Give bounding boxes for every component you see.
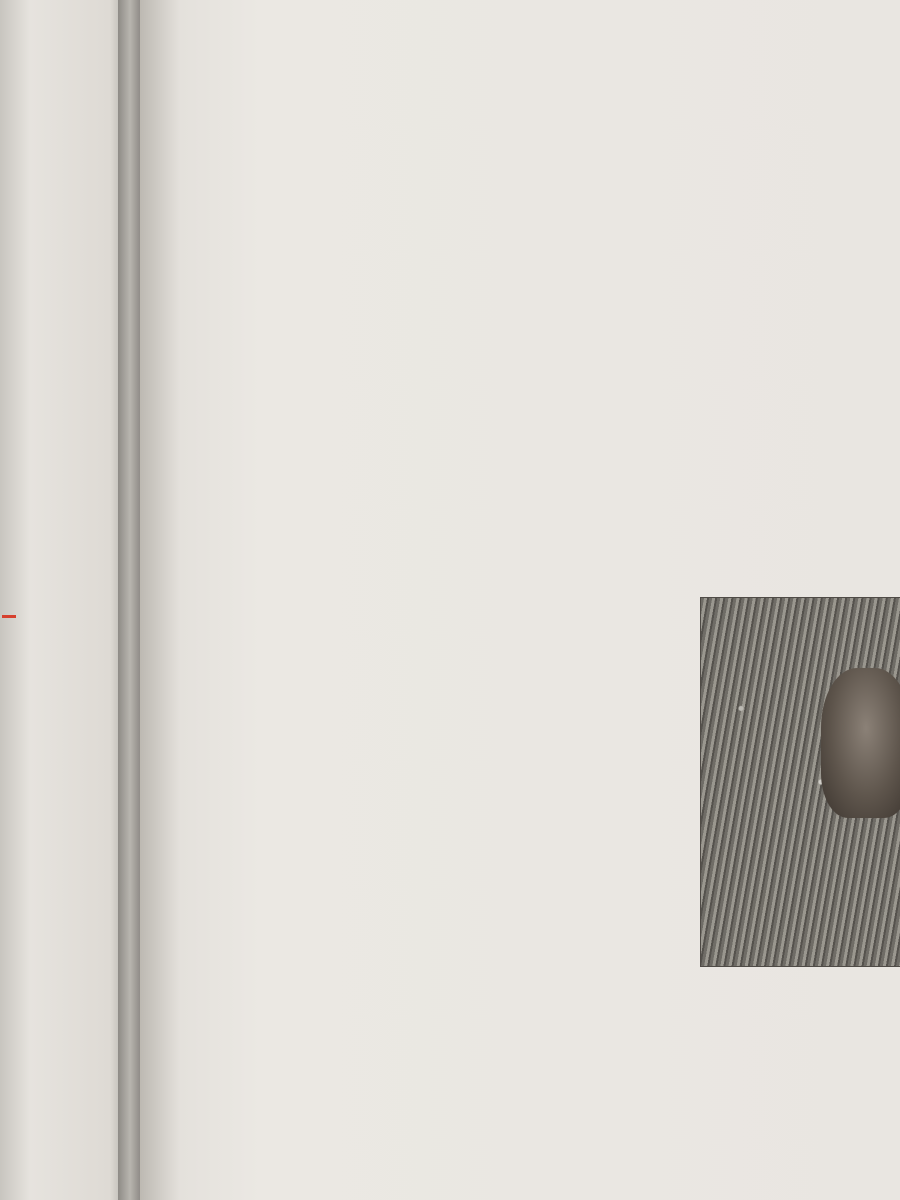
red-bookmark-mark xyxy=(2,615,16,618)
brown-bear-photo xyxy=(700,597,900,967)
bear-figure xyxy=(821,668,900,818)
left-page xyxy=(0,0,135,1200)
right-page xyxy=(140,0,900,1200)
